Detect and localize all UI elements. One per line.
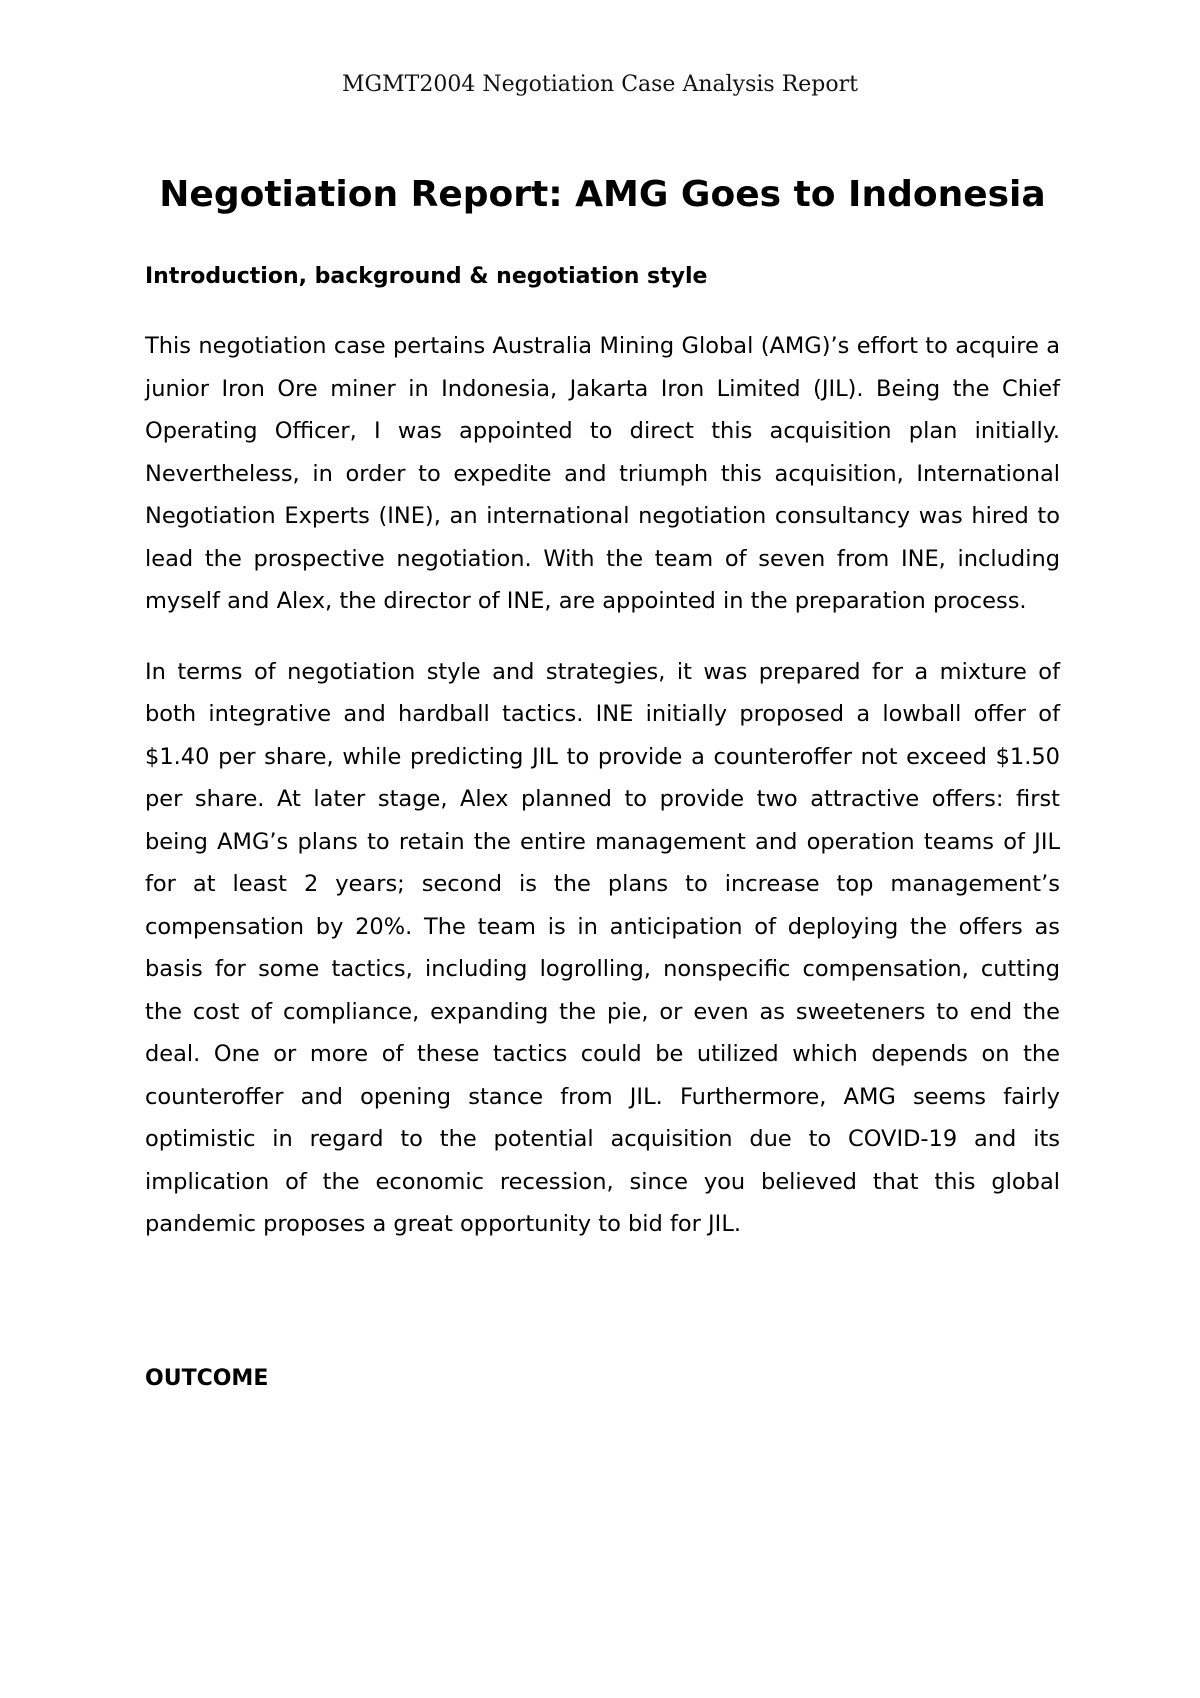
section-heading-introduction: Introduction, background & negotiation style bbox=[145, 264, 708, 289]
running-header: MGMT2004 Negotiation Case Analysis Report bbox=[342, 72, 858, 97]
document-title: Negotiation Report: AMG Goes to Indonesia bbox=[159, 174, 1046, 215]
section-heading-outcome: OUTCOME bbox=[145, 1365, 269, 1391]
paragraph-negotiation-style: In terms of negotiation style and strategies, it was prepared for a mixture of both integrative and hardball tactics. INE initially proposed a lowball offer of $1.40 per share, while predicting JIL to provide a counteroffer not exceed $1.50 per share. At later stage, Alex planned to provide two attractive offers: first being AMG’s plans to retain the entire management and operation teams of JIL for at least 2 years; second is the plans to increase top management’s compensation by 20%. The team is in anticipation of deploying the offers as basis for some tactics, including logrolling, nonspecific compensation, cutting the cost of compliance, expanding the pie, or even as sweeteners to end the deal. One or more of these tactics could be utilized which depends on the counteroffer and opening stance from JIL. Furthermore, AMG seems fairly optimistic in regard to the potential acquisition due to COVID-19 and its implication of the economic recession, since you believed that this global pandemic proposes a great opportunity to bid for JIL. bbox=[145, 658, 1060, 1237]
paragraph-introduction: This negotiation case pertains Australia Mining Global (AMG)’s effort to acquire a junior Iron Ore miner in Indonesia, Jakarta Iron Limited (JIL). Being the Chief Operating Officer, I was appointed to direct this acquisition plan initially. Nevertheless, in order to expedite and triumph this acquisition, International Negotiation Experts (INE), an international negotiation consultancy was hired to lead the prospective negotiation. With the team of seven from INE, including myself and Alex, the director of INE, are appointed in the preparation process. bbox=[145, 333, 1060, 614]
document-body bbox=[145, 170, 1060, 1394]
